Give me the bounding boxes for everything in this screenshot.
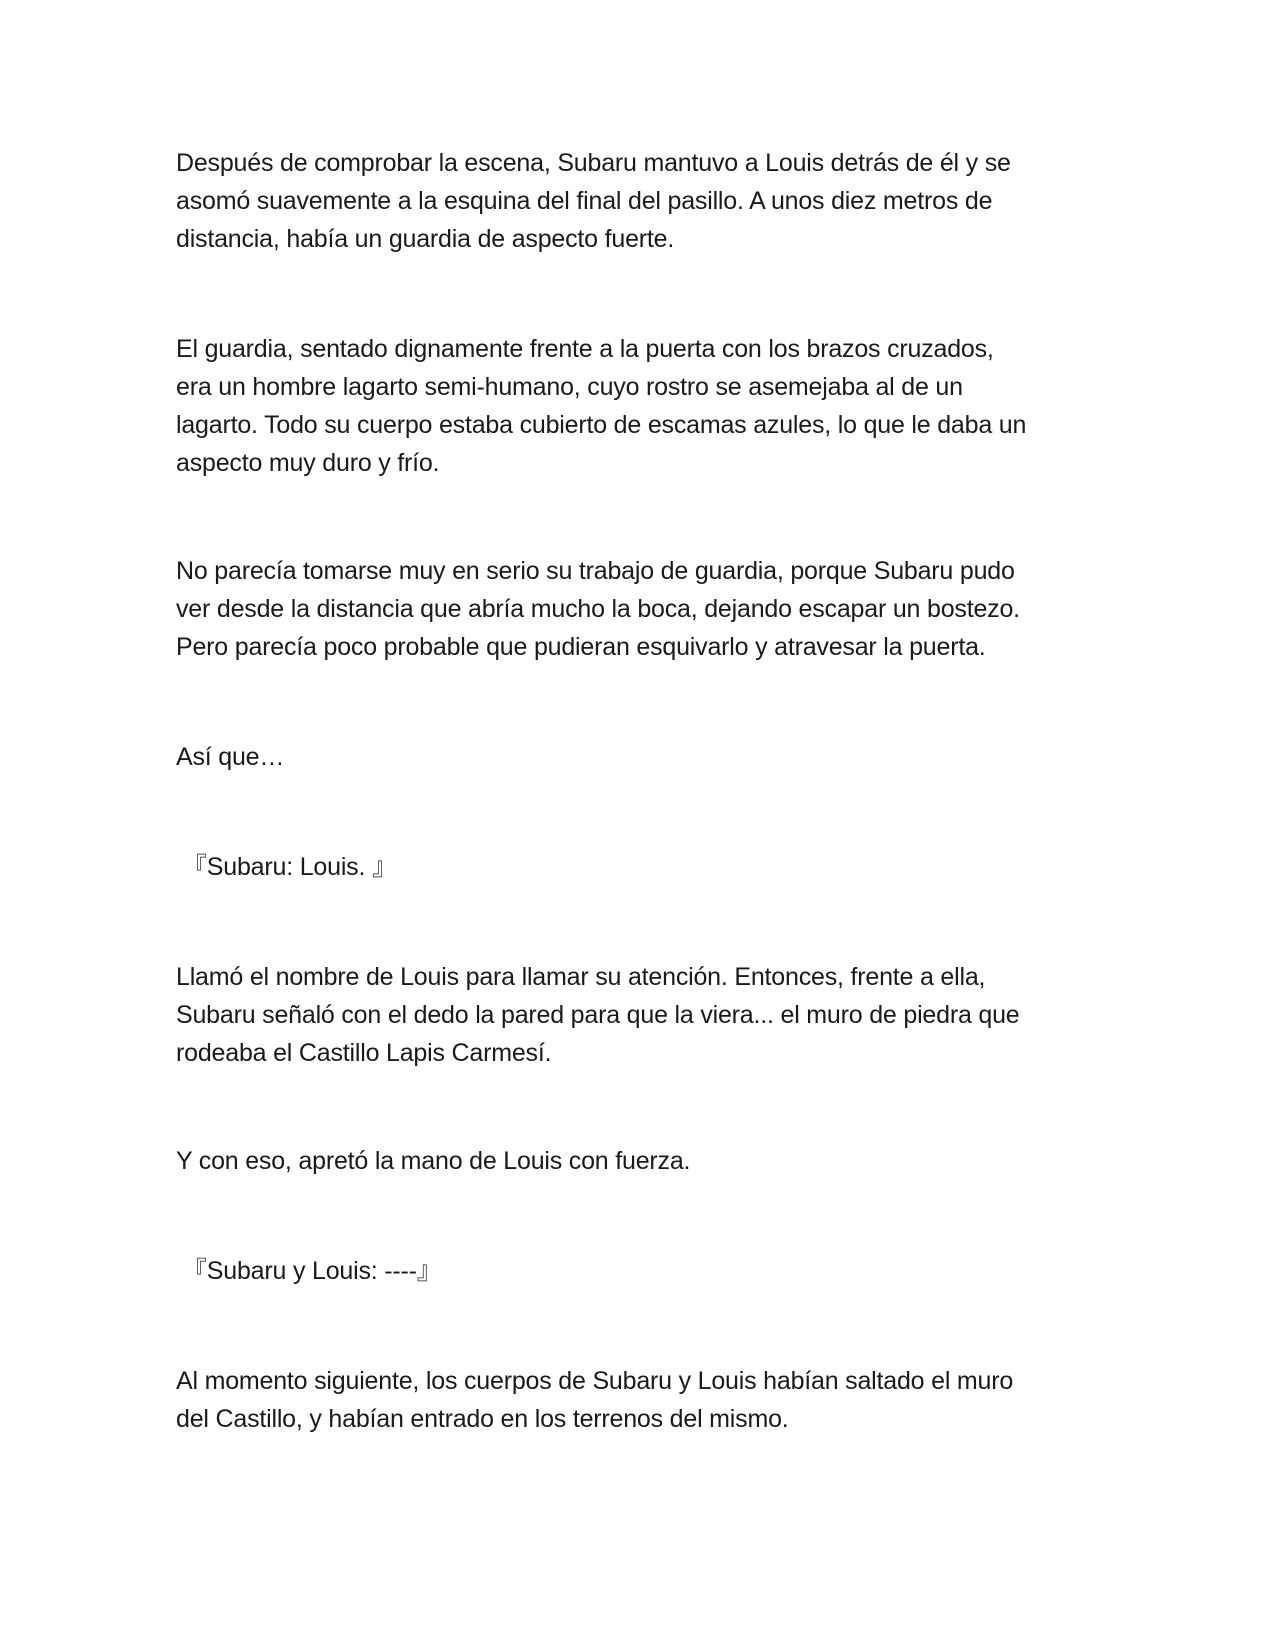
paragraph-line: Llamó el nombre de Louis para llamar su atención. Entonces, frente a ella, xyxy=(176,963,986,991)
paragraph-line: Después de comprobar la escena, Subaru mantuvo a Louis detrás de él y se xyxy=(176,149,1011,177)
paragraph-line: Y con eso, apretó la mano de Louis con fuerza. xyxy=(176,1147,691,1175)
paragraph-line: 『Subaru: Louis. 』 xyxy=(182,853,397,881)
paragraph-line: del Castillo, y habían entrado en los terrenos del mismo. xyxy=(176,1405,789,1433)
paragraph-line: rodeaba el Castillo Lapis Carmesí. xyxy=(176,1039,552,1067)
paragraph-line: era un hombre lagarto semi-humano, cuyo rostro se asemejaba al de un xyxy=(176,373,963,401)
paragraph-line: Subaru señaló con el dedo la pared para que la viera... el muro de piedra que xyxy=(176,1001,1020,1029)
paragraph-line: ver desde la distancia que abría mucho la boca, dejando escapar un bostezo. xyxy=(176,595,1020,623)
paragraph-line: distancia, había un guardia de aspecto fuerte. xyxy=(176,225,675,253)
paragraph-line: 『Subaru y Louis: ----』 xyxy=(182,1257,442,1285)
paragraph-line: Pero parecía poco probable que pudieran esquivarlo y atravesar la puerta. xyxy=(176,633,986,661)
paragraph-line: aspecto muy duro y frío. xyxy=(176,449,440,477)
paragraph-line: asomó suavemente a la esquina del final del pasillo. A unos diez metros de xyxy=(176,187,993,215)
paragraph-line: Así que… xyxy=(176,743,285,771)
paragraph-line: lagarto. Todo su cuerpo estaba cubierto de escamas azules, lo que le daba un xyxy=(176,411,1027,439)
paragraph-line: Al momento siguiente, los cuerpos de Subaru y Louis habían saltado el muro xyxy=(176,1367,1014,1395)
paragraph-line: El guardia, sentado dignamente frente a la puerta con los brazos cruzados, xyxy=(176,335,994,363)
paragraph-line: No parecía tomarse muy en serio su trabajo de guardia, porque Subaru pudo xyxy=(176,557,1015,585)
